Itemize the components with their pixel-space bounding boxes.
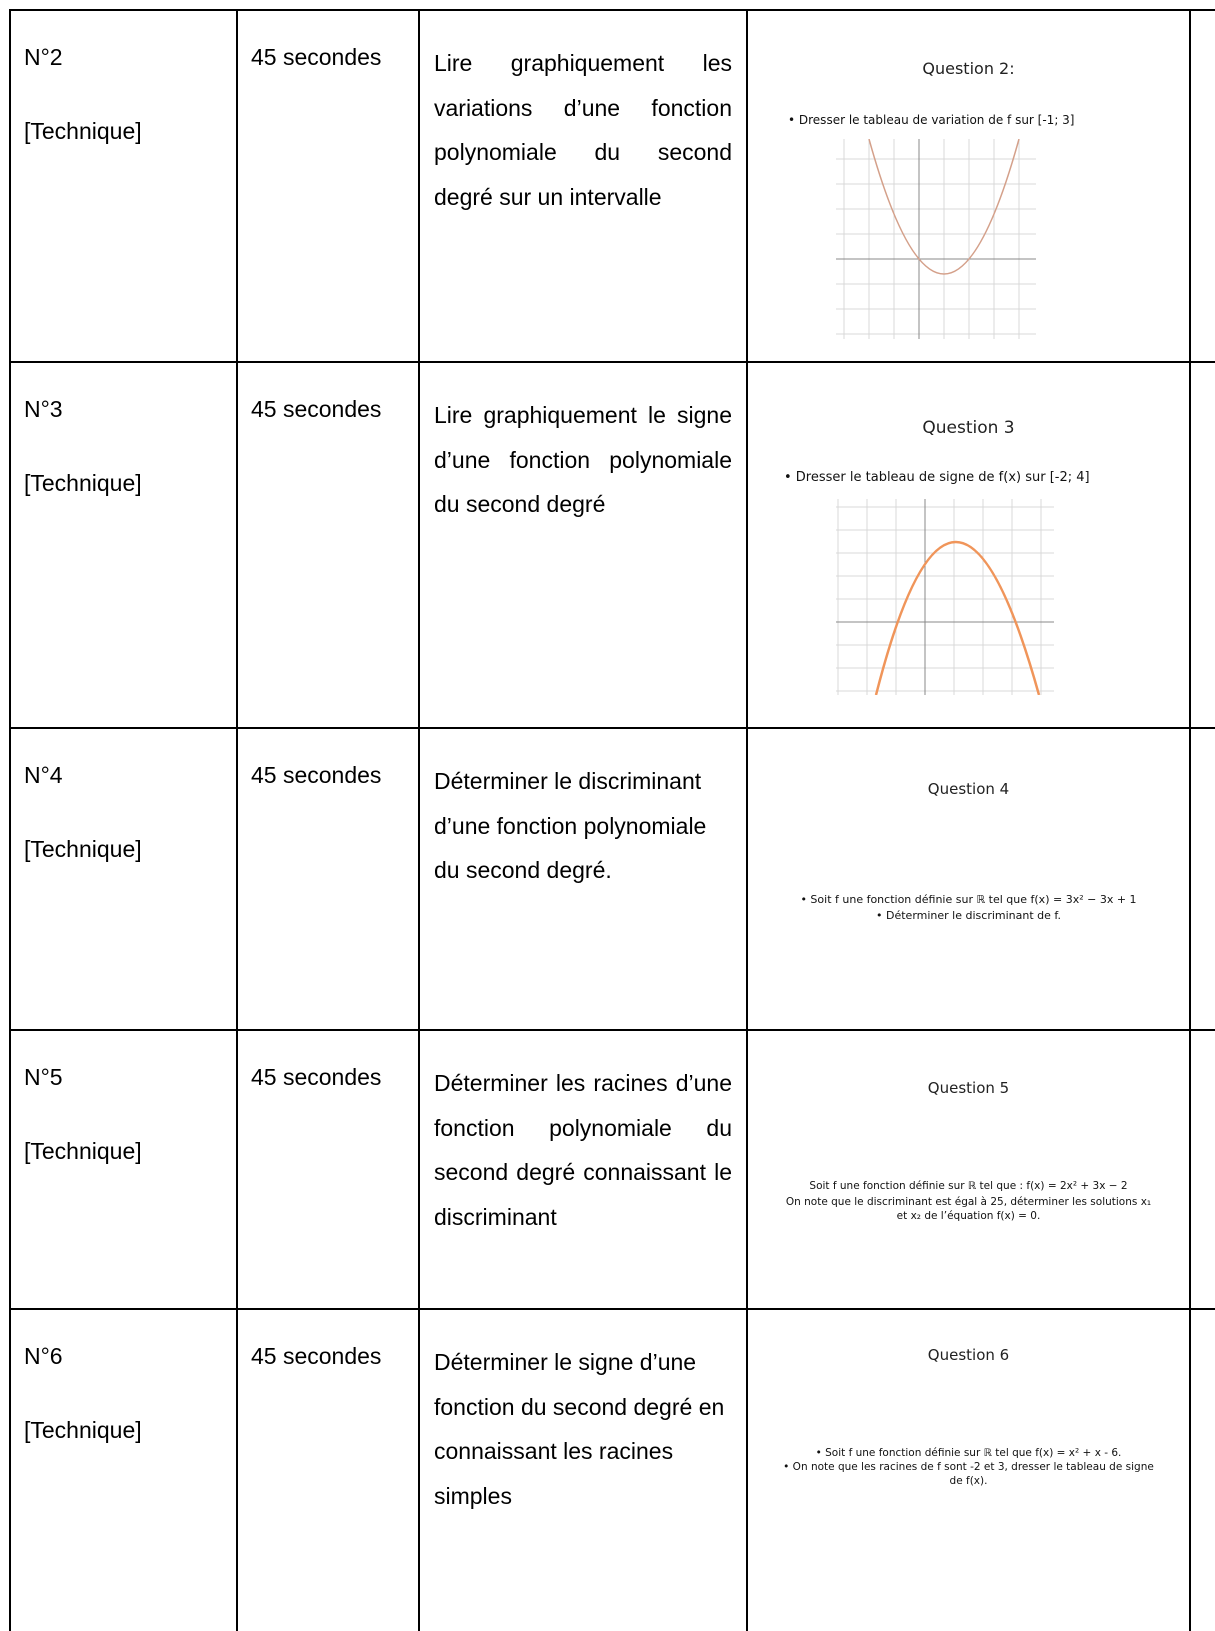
cell-description bbox=[418, 1310, 746, 1631]
table-row bbox=[9, 9, 1215, 363]
cell-duration bbox=[236, 729, 418, 1031]
duration: 45 secondes bbox=[251, 1064, 382, 1090]
description: Déterminer le signe d’une fonction du second degré en connaissant les racines simples bbox=[434, 1349, 725, 1509]
description: Déterminer les racines d’une fonction polynomiale du second degré connaissant le discriminant bbox=[434, 1070, 732, 1230]
cell-number bbox=[9, 1310, 236, 1631]
table-row bbox=[9, 361, 1215, 729]
cell-duration bbox=[236, 363, 418, 729]
question-type: [Technique] bbox=[24, 836, 142, 862]
question-line: • On note que les racines de f sont -2 et 3, dresser le tableau de signe bbox=[783, 1461, 1154, 1473]
question-number: N°2 bbox=[24, 44, 63, 70]
table-row bbox=[9, 1029, 1215, 1310]
question-line: et x₂ de l’équation f(x) = 0. bbox=[896, 1210, 1041, 1222]
duration: 45 secondes bbox=[251, 1343, 382, 1369]
question-line: • Déterminer le discriminant de f. bbox=[876, 909, 1061, 922]
question-title: Question 4 bbox=[927, 780, 1010, 798]
cell-description bbox=[418, 11, 746, 363]
question-line: • Soit f une fonction définie sur ℝ tel que f(x) = x² + x - 6. bbox=[815, 1447, 1122, 1459]
parabola-graph-q2 bbox=[836, 139, 1036, 339]
question-number: N°6 bbox=[24, 1343, 63, 1369]
cell-question bbox=[746, 11, 1191, 363]
cell-number bbox=[9, 729, 236, 1031]
question-line: Soit f une fonction définie sur ℝ tel que : f(x) = 2x² + 3x − 2 bbox=[809, 1180, 1128, 1192]
question-number: N°3 bbox=[24, 396, 63, 422]
question-line: • Soit f une fonction définie sur ℝ tel que f(x) = 3x² − 3x + 1 bbox=[800, 893, 1137, 906]
table-row bbox=[9, 1308, 1215, 1631]
question-line: de f(x). bbox=[949, 1475, 988, 1487]
question-title: Question 3 bbox=[922, 418, 1015, 438]
question-type: [Technique] bbox=[24, 470, 142, 496]
cell-question bbox=[746, 729, 1191, 1031]
question-title: Question 6 bbox=[927, 1346, 1010, 1364]
cell-number bbox=[9, 363, 236, 729]
description: Déterminer le discriminant d’une fonction polynomiale du second degré. bbox=[434, 768, 707, 883]
duration: 45 secondes bbox=[251, 44, 382, 70]
cell-duration bbox=[236, 1310, 418, 1631]
cell-number bbox=[9, 1031, 236, 1310]
question-type: [Technique] bbox=[24, 118, 142, 144]
cell-number bbox=[9, 11, 236, 363]
question-title: Question 5 bbox=[927, 1079, 1010, 1097]
question-text: • Dresser le tableau de signe de f(x) sur [-2; 4] bbox=[784, 470, 1090, 485]
question-number: N°4 bbox=[24, 762, 63, 788]
cell-description bbox=[418, 729, 746, 1031]
cell-question bbox=[746, 1031, 1191, 1310]
cell-question bbox=[746, 363, 1191, 729]
duration: 45 secondes bbox=[251, 762, 382, 788]
duration: 45 secondes bbox=[251, 396, 382, 422]
cell-duration bbox=[236, 11, 418, 363]
table-row bbox=[9, 727, 1215, 1031]
question-title: Question 2: bbox=[922, 59, 1015, 78]
question-line: On note que le discriminant est égal à 25, déterminer les solutions x₁ bbox=[785, 1196, 1152, 1208]
cell-duration bbox=[236, 1031, 418, 1310]
question-type: [Technique] bbox=[24, 1138, 142, 1164]
cell-description bbox=[418, 363, 746, 729]
question-type: [Technique] bbox=[24, 1417, 142, 1443]
question-number: N°5 bbox=[24, 1064, 63, 1090]
parabola-graph-q3 bbox=[836, 499, 1054, 695]
description: Lire graphiquement les variations d’une fonction polynomiale du second degré sur un intervalle bbox=[434, 50, 732, 210]
cell-description bbox=[418, 1031, 746, 1310]
cell-question bbox=[746, 1310, 1191, 1631]
question-text: • Dresser le tableau de variation de f sur [-1; 3] bbox=[788, 113, 1075, 127]
description: Lire graphiquement le signe d’une fonction polynomiale du second degré bbox=[434, 402, 732, 517]
